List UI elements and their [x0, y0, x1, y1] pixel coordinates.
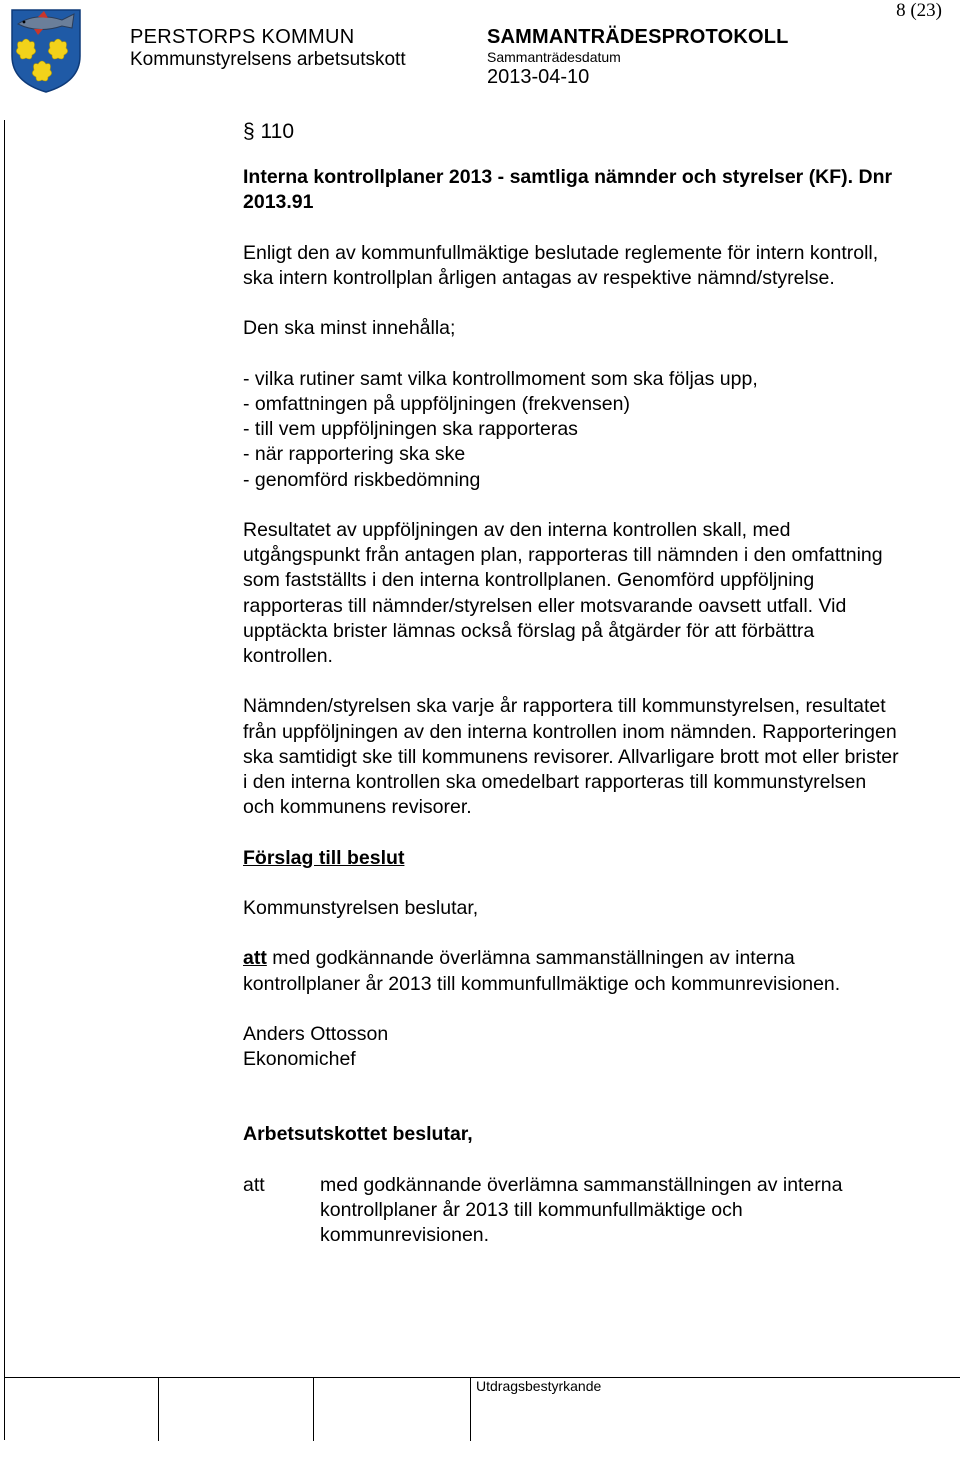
list-item: - vilka rutiner samt vilka kontrollmoment som ska följas upp,: [243, 367, 758, 390]
reporting-paragraph: Nämnden/styrelsen ska varje år rapportera till kommunstyrelsen, resultatet från uppföljningen av den interna kontrollen inom nämnden. Rapporteringen ska samtidigt ske till kommunens revisorer. Allvarligare brott mot eller brister i den interna kontrollen ska omedelbart rapporteras till kommunstyrelsen och kommunens revisorer.: [243, 695, 899, 819]
footer-divider: [158, 1377, 159, 1441]
list-item: - till vem uppföljningen ska rapporteras: [243, 418, 578, 441]
proposal-att: att: [243, 947, 267, 970]
meeting-date: 2013-04-10: [487, 66, 590, 88]
decision-text: med godkännande överlämna sammanställningen av interna kontrollplaner år 2013 till kommunfullmäktige och kommunrevisionen.: [320, 1173, 843, 1247]
section-title: Interna kontrollplaner 2013 - samtliga nämnder och styrelser (KF). Dnr 2013.91: [243, 166, 893, 214]
header-right: [487, 26, 789, 88]
meeting-date-label: Sammanträdesdatum: [487, 49, 621, 65]
au-heading: Arbetsutskottet beslutar,: [243, 1123, 473, 1146]
footer-divider: [470, 1377, 471, 1441]
section-number: § 110: [243, 120, 295, 143]
intro-paragraph: Enligt den av kommunfullmäktige beslutade reglemente för intern kontroll, ska intern kontrollplan årligen antagas av respektive nämnd/styrelse.: [243, 241, 879, 289]
organization-name: PERSTORPS KOMMUN: [130, 26, 355, 48]
result-paragraph: Resultatet av uppföljningen av den interna kontrollen skall, med utgångspunkt från antagen plan, rapporteras till nämnden i den omfattning som fastställts i den interna kontrollplanen. Genomförd uppföljning rapporteras till nämnder/styrelsen eller motsvarande oavsett utfall. Vid upptäckta brister lämnas också förslag på åtgärder för att förbättra kontrollen.: [243, 518, 883, 667]
proposal-heading: Förslag till beslut: [243, 846, 405, 869]
requirements-list: [243, 367, 903, 493]
signer-title: Ekonomichef: [243, 1048, 356, 1071]
signer-name: Anders Ottosson: [243, 1022, 389, 1045]
contents-lead: Den ska minst innehålla;: [243, 317, 456, 340]
decision-row: [243, 1173, 903, 1249]
list-item: - omfattningen på uppföljningen (frekvensen): [243, 392, 630, 415]
certification-label: Utdragsbestyrkande: [476, 1378, 602, 1394]
page-number: 8 (23): [896, 0, 942, 21]
footer-divider: [313, 1377, 314, 1441]
committee-name: Kommunstyrelsens arbetsutskott: [130, 49, 406, 70]
municipal-crest-logo: [10, 8, 82, 94]
ks-decides: Kommunstyrelsen beslutar,: [243, 896, 479, 919]
proposal-text: att med godkännande överlämna sammanställningen av interna kontrollplaner år 2013 till kommunfullmäktige och kommunrevisionen.: [243, 947, 841, 995]
protocol-body: [243, 119, 903, 1248]
document-title: SAMMANTRÄDESPROTOKOLL: [487, 26, 789, 48]
left-margin-rule: [4, 120, 5, 1440]
signature-block: [243, 1022, 903, 1072]
list-item: - genomförd riskbedömning: [243, 468, 481, 491]
decision-att: att: [243, 1173, 265, 1196]
paragraph-symbol: §: [243, 120, 255, 143]
list-item: - när rapportering ska ske: [243, 443, 466, 466]
header-left: [130, 26, 406, 72]
